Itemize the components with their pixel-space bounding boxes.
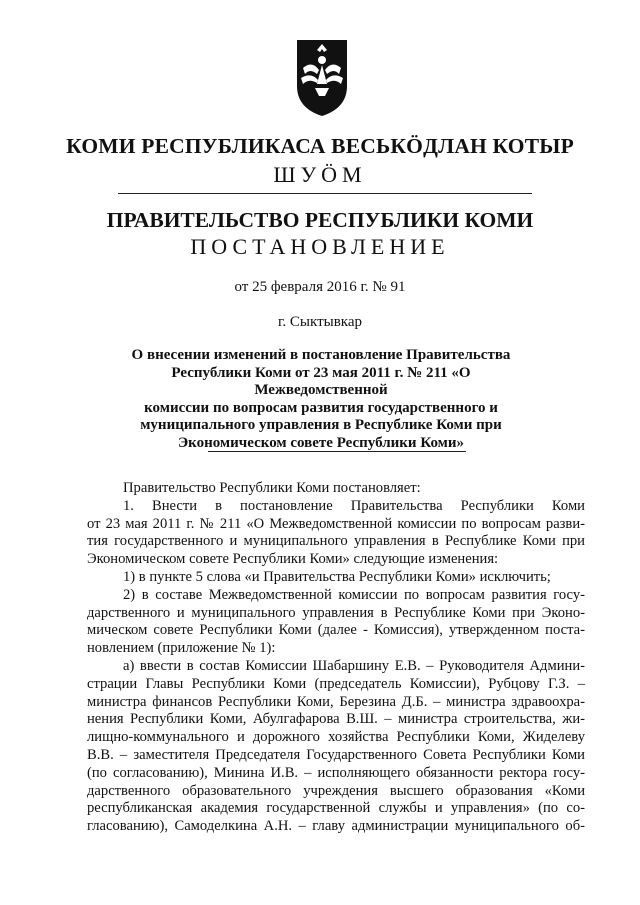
body-line: от 23 мая 2011 г. № 211 «О Межведомственной комиссии по вопросам разви- [87,515,585,532]
title-line: комиссии по вопросам развития государственного и [144,399,498,416]
body-line: В.В. – заместителя Председателя Государственного Совета Республики Коми [87,746,585,763]
body-line: 2) в составе Межведомственной комиссии по вопросам развития госу- [123,586,585,603]
body-line: министра финансов Республики Коми, Березина Д.Б. – министра здравоохра- [87,693,585,710]
coat-of-arms-emblem [295,38,349,118]
body-line: дарственного и муниципального управления в Республике Коми при Эконо- [87,604,585,621]
header-ru-title: ПРАВИТЕЛЬСТВО РЕСПУБЛИКИ КОМИ [106,208,534,232]
body-line: 1) в пункте 5 слова «и Правительства Республики Коми» исключить; [123,568,551,585]
title-underline [208,451,466,452]
title-line: Экономическом совете Республики Коми» [177,434,465,451]
title-line: муниципального управления в Республике Коми при [140,417,502,434]
body-line: мическом совете Республики Коми (далее - Комиссия), утвержденном поста- [87,622,585,639]
body-line: (по согласованию), Минина И.В. – исполняющего обязанности ректора госу- [87,764,585,781]
header-komi-title: КОМИ РЕСПУБЛИКАСА ВЕСЬКÖДЛАН КОТЫР [66,134,574,158]
body-line: Правительство Республики Коми постановляет: [123,480,421,496]
body-line: лищно-коммунального и дорожного хозяйства Республики Коми, Жиделеву [87,729,585,746]
body-line: гласованию), Самоделкина А.Н. – главу администрации муниципального об- [87,818,585,835]
document-city: г. Сыктывкар [277,314,363,330]
body-line: 1. Внести в постановление Правительства Республики Коми [123,497,585,514]
header-komi-doc-type: ШУÖМ [273,162,367,187]
body-line: тия государственного и муниципального управления в Республике Коми при [87,533,585,550]
body-line: а) ввести в состав Комиссии Шабаршину Е.В. – Руководителя Админи- [123,657,585,674]
body-line: нения Республики Коми, Абулгафарова В.Ш. – министра строительства, жи- [87,711,585,728]
header-divider [118,193,532,194]
body-line: республиканская академия государственной службы и управления» (по со- [87,800,585,817]
document-body [87,480,585,836]
body-line: Экономическом совете Республики Коми» следующие изменения: [87,551,499,568]
body-line: страции Главы Республики Коми (председатель Комиссии), Рубцову Г.З. – [87,675,585,692]
title-line: Республики Коми от 23 мая 2011 г. № 211 «О Межведомственной [171,364,471,399]
header-ru-doc-type: ПОСТАНОВЛЕНИЕ [190,234,450,259]
title-line: О внесении изменений в постановление Правительства [131,347,511,363]
document-date-number: от 25 февраля 2016 г. № 91 [234,279,406,295]
body-line: дарственного образовательного учреждения высшего образования «Коми [87,782,585,799]
body-line: новлением (приложение № 1): [87,640,276,657]
document-title [105,347,537,453]
